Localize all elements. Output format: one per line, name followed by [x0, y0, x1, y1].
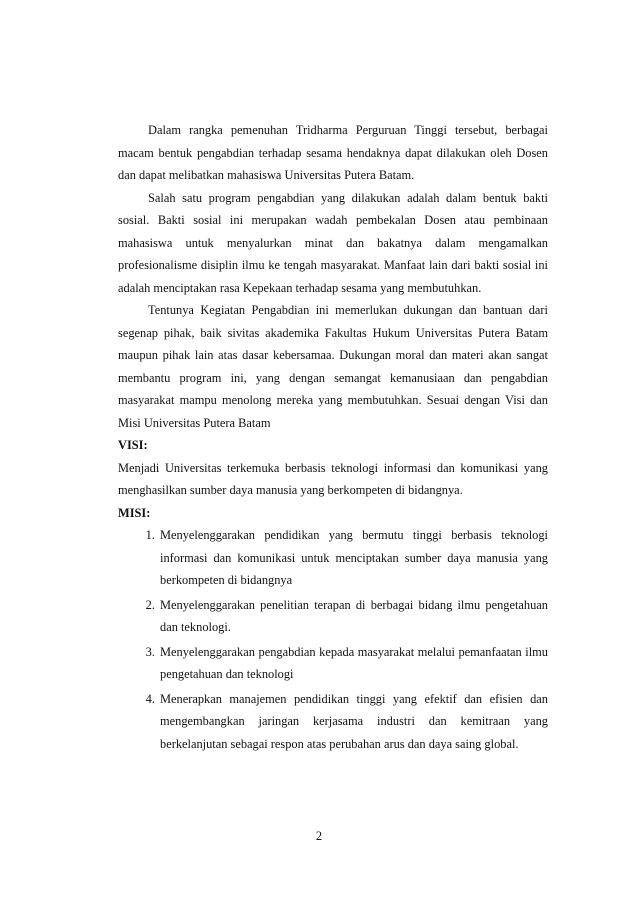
misi-item: 2. Menyelenggarakan penelitian terapan di berbagai bidang ilmu pengetahuan dan teknologi.	[158, 594, 548, 639]
paragraph-bakti-sosial: Salah satu program pengabdian yang dilakukan adalah dalam bentuk bakti sosial. Bakti sosial ini merupakan wadah pembekalan Dosen atau pembinaan mahasiswa untuk menyalurkan minat dan bakatnya dalam mengamalkan profesionalisme disiplin ilmu ke tengah masyarakat. Manfaat lain dari bakti sosial ini adalah menciptakan rasa Kepekaan terhadap sesama yang membutuhkan.	[118, 190, 548, 295]
document-body	[118, 119, 548, 757]
visi-heading: VISI:	[118, 438, 148, 452]
paragraph-dukungan: Tentunya Kegiatan Pengabdian ini memerlukan dukungan dan bantuan dari segenap pihak, baik sivitas akademika Fakultas Hukum Universitas Putera Batam maupun pihak lain atas dasar kebersamaa. Dukungan moral dan materi akan sangat membantu program ini, yang dengan semangat kemanusiaan dan pengabdian masyarakat mampu menolong mereka yang membutuhkan. Sesuai dengan Visi dan Misi Universitas Putera Batam	[118, 303, 548, 430]
page-number: 2	[315, 829, 323, 843]
misi-item: 3. Menyelenggarakan pengabdian kepada masyarakat melalui pemanfaatan ilmu pengetahuan dan teknologi	[158, 641, 548, 686]
misi-item: 4. Menerapkan manajemen pendidikan tinggi yang efektif dan efisien dan mengembangkan jaringan kerjasama industri dan kemitraan yang berkelanjutan sebagai respon atas perubahan arus dan daya saing global.	[158, 688, 548, 756]
misi-list	[118, 524, 548, 755]
misi-item: 1. Menyelenggarakan pendidikan yang bermutu tinggi berbasis teknologi informasi dan komunikasi untuk menciptakan sumber daya manusia yang berkompeten di bidangnya	[158, 524, 548, 592]
misi-heading: MISI:	[118, 505, 151, 520]
visi-text: Menjadi Universitas terkemuka berbasis teknologi informasi dan komunikasi yang menghasilkan sumber daya manusia yang berkompeten di bidangnya.	[118, 460, 548, 497]
paragraph-intro: Dalam rangka pemenuhan Tridharma Perguruan Tinggi tersebut, berbagai macam bentuk pengabdian terhadap sesama hendaknya dapat dilakukan oleh Dosen dan dapat melibatkan mahasiswa Universitas Putera Batam.	[118, 123, 548, 182]
